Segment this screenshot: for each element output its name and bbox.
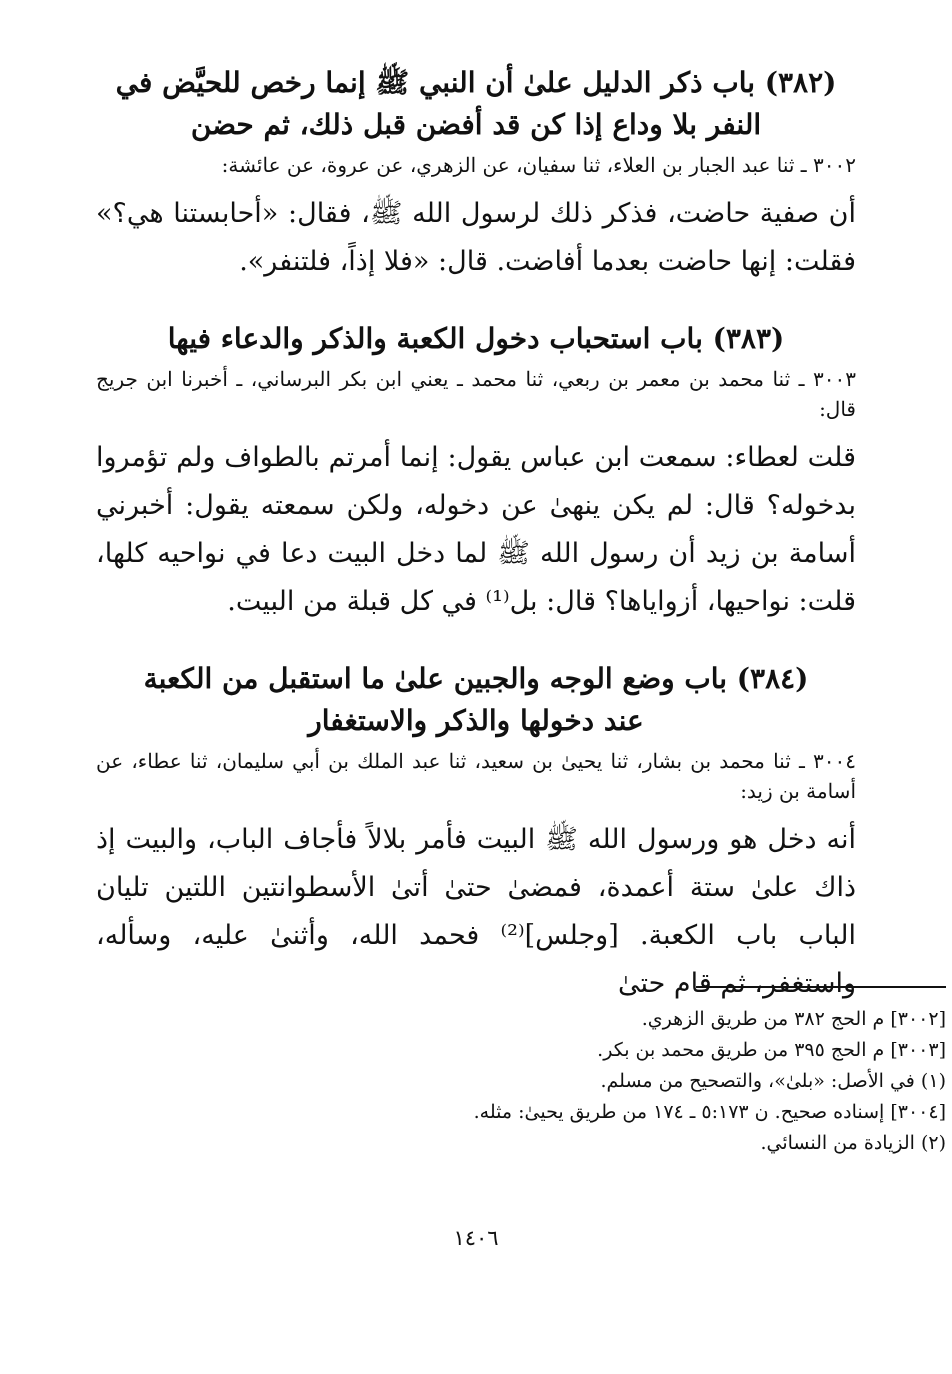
chapter-heading (96, 318, 856, 360)
footnotes (206, 1004, 946, 1159)
hadith-matn: أن صفية حاضت، فذكر ذلك لرسول الله ﷺ، فقال: «أحابستنا هي؟» فقلت: إنها حاضت بعدما أفاضت. قال: «فلا إذاً، فلتنفر». (96, 198, 856, 277)
heading-line: (٣٨٢) باب ذكر الدليل علىٰ أن النبي ﷺ إنما رخص للحيَّض في (115, 66, 837, 99)
heading-line: عند دخولها والذكر والاستغفار (308, 704, 644, 737)
footnote: [٣٠٠٢] م الحج ٣٨٢ من طريق الزهري. (641, 1008, 946, 1030)
footnote: [٣٠٠٤] إسناده صحيح. ن ٥:١٧٣ ـ ١٧٤ من طريق يحيىٰ: مثله. (473, 1101, 946, 1123)
hadith-number: ٣٠٠٣ (813, 367, 856, 391)
hadith-number: ٣٠٠٤ (813, 749, 857, 773)
isnad-text: ـ ثنا محمد بن معمر بن ربعي، ثنا محمد ـ يعني ابن بكر البرساني، ـ أخبرنا ابن جريج قال: (96, 367, 856, 421)
section-383 (96, 318, 856, 626)
footnote: (٢) الزيادة من النسائي. (760, 1132, 946, 1154)
hadith-isnad (96, 746, 856, 806)
heading-line: (٣٨٤) باب وضع الوجه والجبين علىٰ ما استقبل من الكعبة (143, 662, 809, 695)
section-384 (96, 658, 856, 1008)
chapter-heading (96, 62, 856, 146)
isnad-text: ـ ثنا محمد بن بشار، ثنا يحيىٰ بن سعيد، ثنا عبد الملك بن أبي سليمان، ثنا عطاء، عن أسامة بن زيد: (96, 749, 856, 803)
hadith-matn: قلت لعطاء: سمعت ابن عباس يقول: إنما أمرتم بالطواف ولم تؤمروا بدخوله؟ قال: لم يكن ينهىٰ عن دخوله، ولكن سمعته يقول: أخبرني أسامة بن زيد أن رسول الله ﷺ لما دخل البيت دعا في نواحيه كلها، قلت: نواحيها، أزواياها؟ قال: بل⁽¹⁾ في كل قبلة من البيت. (96, 442, 856, 617)
hadith-isnad (96, 150, 856, 180)
chapter-heading (96, 658, 856, 742)
hadith-isnad (96, 364, 856, 424)
footnote: [٣٠٠٣] م الحج ٣٩٥ من طريق محمد بن بكر. (597, 1039, 946, 1061)
heading-line: (٣٨٣) باب استحباب دخول الكعبة والذكر والدعاء فيها (167, 322, 785, 355)
isnad-text: ـ ثنا عبد الجبار بن العلاء، ثنا سفيان، عن الزهري، عن عروة، عن عائشة: (221, 153, 807, 177)
page-number: ١٤٠٦ (453, 1226, 499, 1250)
footnote-divider (696, 986, 946, 988)
section-382 (96, 62, 856, 286)
footnote: (١) في الأصل: «بلىٰ»، والتصحيح من مسلم. (600, 1070, 946, 1092)
heading-line: النفر بلا وداع إذا كن قد أفضن قبل ذلك، ثم حضن (190, 108, 762, 141)
hadith-number: ٣٠٠٢ (813, 153, 856, 177)
hadith-matn: أنه دخل هو ورسول الله ﷺ البيت فأمر بلالاً فأجاف الباب، والبيت إذ ذاك علىٰ ستة أعمدة، فمضىٰ حتىٰ أتىٰ الأسطوانتين اللتين تليان الباب باب الكعبة. [وجلس]⁽²⁾ فحمد الله، وأثنىٰ عليه، وسأله، واستغفر، ثم قام حتىٰ (96, 824, 856, 999)
